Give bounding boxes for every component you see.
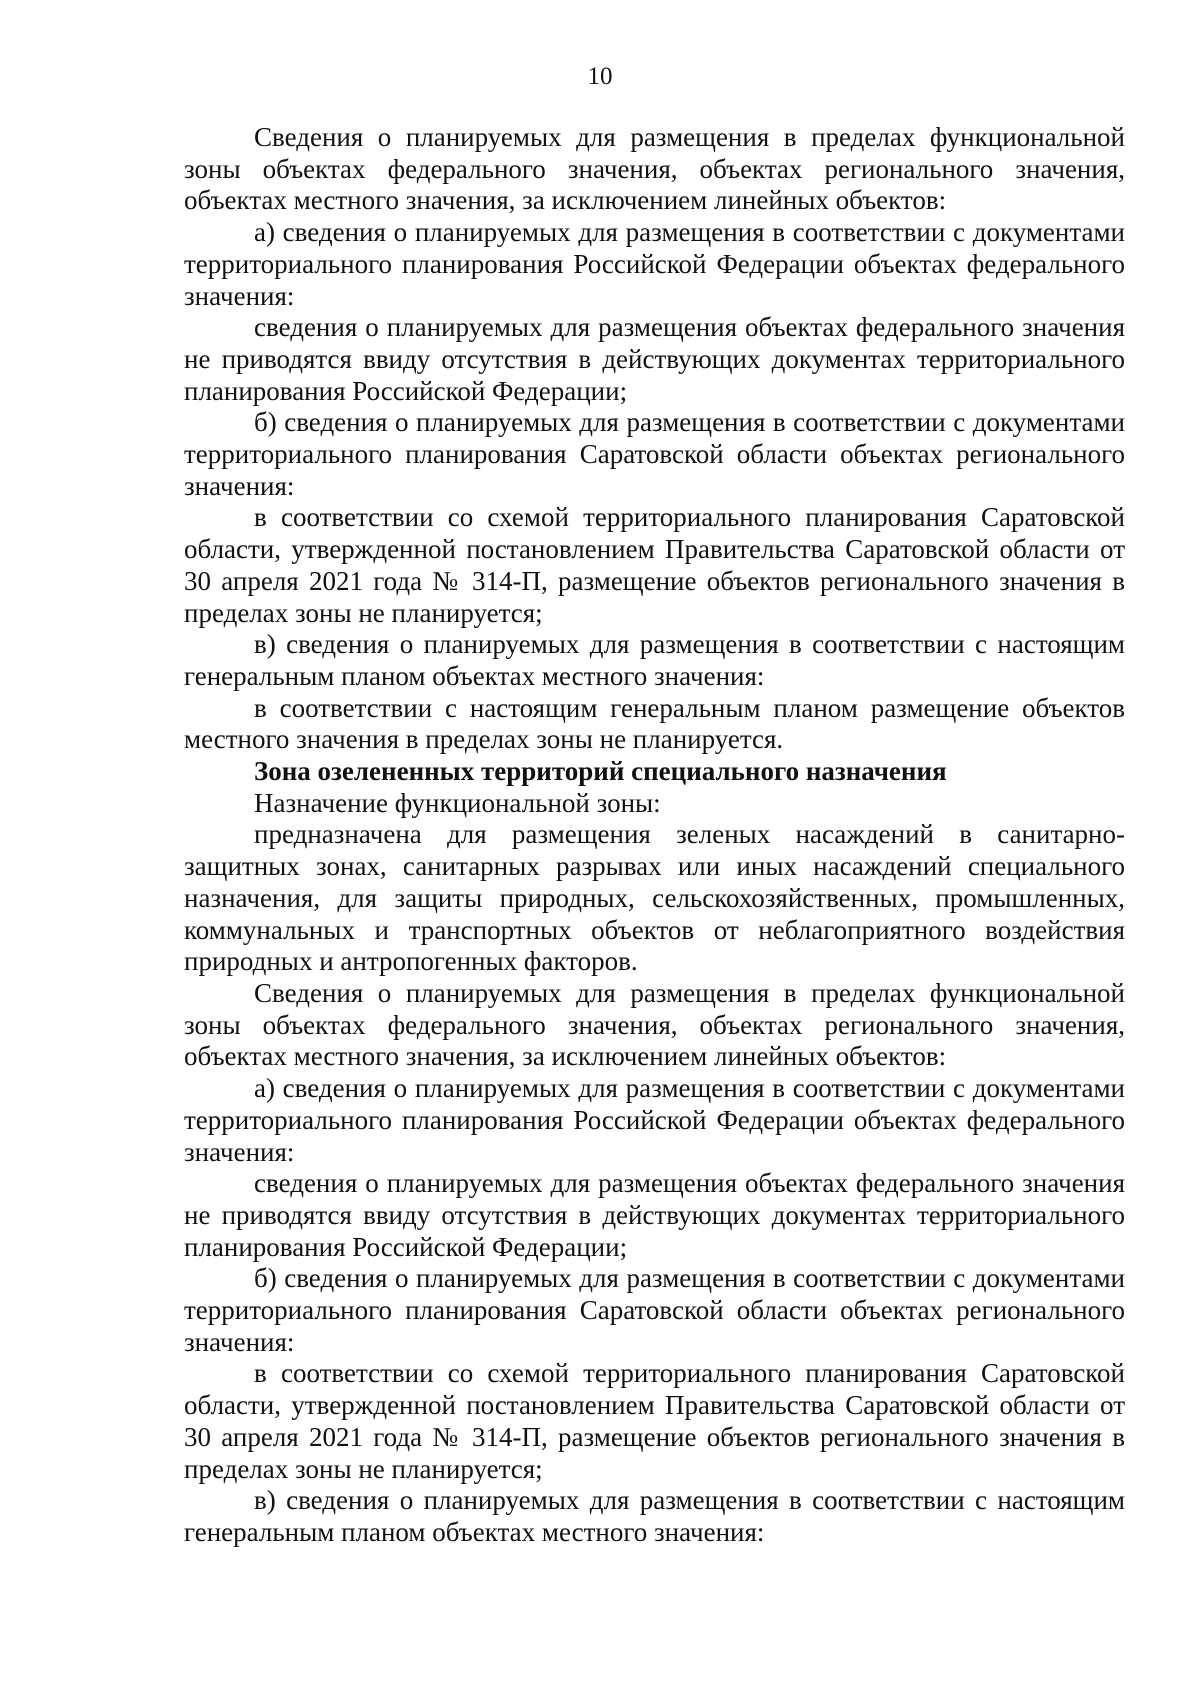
paragraph-regional-note: в соответствии со схемой территориального планирования Саратовской области, утвержденной постановлением Правительства Саратовской области от 30 апреля 2021 года № 314-П, размещение объектов регионального значения в пределах зоны не планируется; (184, 502, 1125, 628)
paragraph-local-note: в соответствии с настоящим генеральным планом размещение объектов местного значения в пределах зоны не планируется. (184, 692, 1125, 755)
paragraph-item-a-federal-2: а) сведения о планируемых для размещения в соответствии с документами территориального планирования Российской Федерации объектах федерального значения: (184, 1073, 1125, 1167)
paragraph-item-b-regional: б) сведения о планируемых для размещения в соответствии с документами территориального планирования Саратовской области объектах регионального значения: (184, 407, 1125, 501)
paragraph-regional-note-2: в соответствии со схемой территориального планирования Саратовской области, утвержденной постановлением Правительства Саратовской области от 30 апреля 2021 года № 314-П, размещение объектов регионального значения в пределах зоны не планируется; (184, 1358, 1125, 1484)
paragraph-zone-purpose-label: Назначение функциональной зоны: (254, 787, 661, 818)
paragraph-item-a-federal: а) сведения о планируемых для размещения в соответствии с документами территориального планирования Российской Федерации объектах федерального значения: (184, 217, 1125, 311)
paragraph-info-intro-2: Сведения о планируемых для размещения в пределах функциональной зоны объектах федерального значения, объектах регионального значения, объектах местного значения, за исключением линейных объектов: (184, 977, 1125, 1072)
paragraph-item-v-local-2: в) сведения о планируемых для размещения в соответствии с настоящим генеральным планом объектах местного значения: (184, 1485, 1125, 1547)
paragraph-federal-note: сведения о планируемых для размещения объектах федерального значения не приводятся ввиду отсутствия в действующих документах территориального планирования Российской Федерации; (184, 312, 1125, 406)
document-body (184, 122, 1125, 1549)
section-heading: Зона озелененных территорий специального назначения (254, 756, 947, 787)
paragraph-federal-note-2: сведения о планируемых для размещения объектах федерального значения не приводятся ввиду отсутствия в действующих документах территориального планирования Российской Федерации; (184, 1168, 1125, 1262)
paragraph-item-b-regional-2: б) сведения о планируемых для размещения в соответствии с документами территориального планирования Саратовской области объектах регионального значения: (184, 1263, 1125, 1357)
paragraph-zone-purpose: предназначена для размещения зеленых насаждений в санитарно-защитных зонах, санитарных разрывах или иных насаждений специального назначения, для защиты природных, сельскохозяйственных, промышленных, коммунальных и транспортных объектов от неблагоприятного воздействия природных и антропогенных факторов. (184, 819, 1125, 977)
paragraph-item-v-local: в) сведения о планируемых для размещения в соответствии с настоящим генеральным планом объектах местного значения: (184, 629, 1125, 691)
paragraph-info-intro: Сведения о планируемых для размещения в пределах функциональной зоны объектах федерального значения, объектах регионального значения, объектах местного значения, за исключением линейных объектов: (184, 122, 1125, 216)
page-number: 10 (587, 63, 613, 90)
